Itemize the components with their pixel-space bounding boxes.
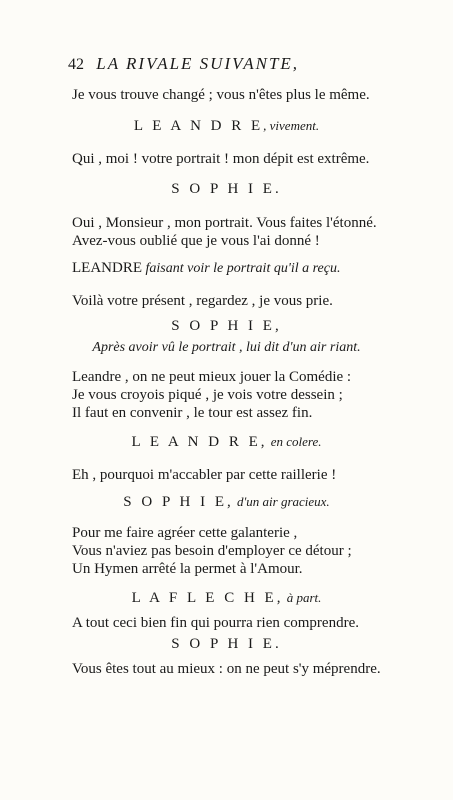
verse-line: A tout ceci bien fin qui pourra rien comprendre. <box>72 615 359 631</box>
running-title: LA RIVALE SUIVANTE, <box>96 54 300 73</box>
speaker-heading <box>0 181 453 198</box>
stage-direction: à part. <box>283 590 322 605</box>
speaker-name: L A F L E C H E, <box>131 590 284 606</box>
verse-line: Eh , pourquoi m'accabler par cette raillerie ! <box>72 467 337 483</box>
stage-direction: faisant voir le portrait qu'il a reçu. <box>142 261 341 276</box>
stage-direction: en colere. <box>267 434 322 449</box>
speaker-heading <box>0 636 453 653</box>
speaker-heading <box>0 494 453 511</box>
verse-line: Avez-vous oublié que je vous l'ai donné ! <box>72 233 320 249</box>
speaker-heading <box>0 118 453 135</box>
speaker-name: S O P H I E. <box>171 181 282 197</box>
speaker-name: L E A N D R E <box>133 118 264 134</box>
verse-line: Il faut en convenir , le tour est assez fin. <box>72 405 313 421</box>
verse-line: Pour me faire agréer cette galanterie , <box>72 525 298 541</box>
verse-line: Je vous trouve changé ; vous n'êtes plus le même. <box>72 87 370 103</box>
speaker-name: S O P H I E, <box>171 318 282 334</box>
verse-line: Vous êtes tout au mieux : on ne peut s'y méprendre. <box>72 661 381 677</box>
verse-line: Voilà votre présent , regardez , je vous prie. <box>72 293 333 309</box>
verse-line: Oui , Monsieur , mon portrait. Vous faites l'étonné. <box>72 215 377 231</box>
speaker-heading <box>72 260 340 277</box>
speaker-heading <box>0 434 453 451</box>
speaker-name: S O P H I E. <box>171 636 282 652</box>
speaker-name: LEANDRE <box>72 260 142 276</box>
verse-line: Leandre , on ne peut mieux jouer la Comédie : <box>72 369 352 385</box>
running-header <box>68 54 398 74</box>
page-number: 42 <box>68 56 84 73</box>
verse-line: Je vous croyois piqué , je vois votre dessein ; <box>72 387 343 403</box>
speaker-name: S O P H I E, <box>123 494 234 510</box>
speaker-heading <box>0 590 453 607</box>
verse-line: Un Hymen arrêté la permet à l'Amour. <box>72 561 303 577</box>
speaker-name: L E A N D R E, <box>131 434 268 450</box>
verse-line: Vous n'aviez pas besoin d'employer ce détour ; <box>72 543 352 559</box>
stage-direction: , vivement. <box>263 118 320 133</box>
stage-direction: d'un air gracieux. <box>233 494 330 509</box>
stage-direction-line: Après avoir vû le portrait , lui dit d'un air riant. <box>92 340 361 355</box>
verse-line: Qui , moi ! votre portrait ! mon dépit est extrême. <box>72 151 370 167</box>
speaker-heading <box>0 318 453 335</box>
